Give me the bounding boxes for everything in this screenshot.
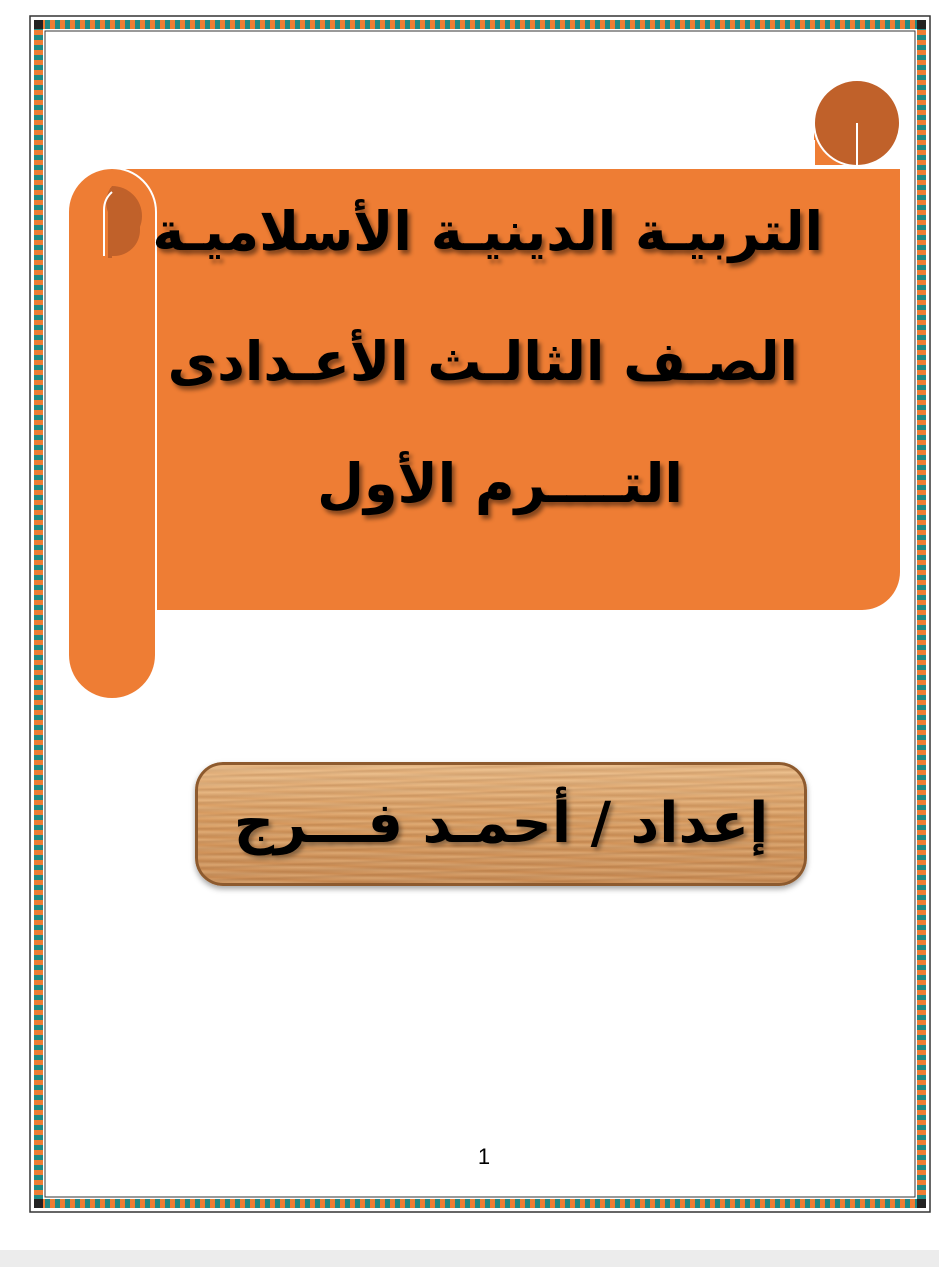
title-grade: الصـف الثالـث الأعـدادى: [167, 330, 798, 393]
bottom-strip: [0, 1250, 939, 1267]
title-subject: التربيـة الدينيـة الأسلاميـة: [152, 200, 823, 263]
page-number: 1: [477, 1144, 491, 1169]
scroll-left-roll: [68, 168, 156, 699]
author-credit: إعداد / أحمـد فـــرج: [233, 791, 769, 856]
title-term: التــــرم الأول: [317, 452, 683, 515]
scroll-top-curl: [813, 80, 900, 168]
author-plaque: [195, 762, 807, 886]
